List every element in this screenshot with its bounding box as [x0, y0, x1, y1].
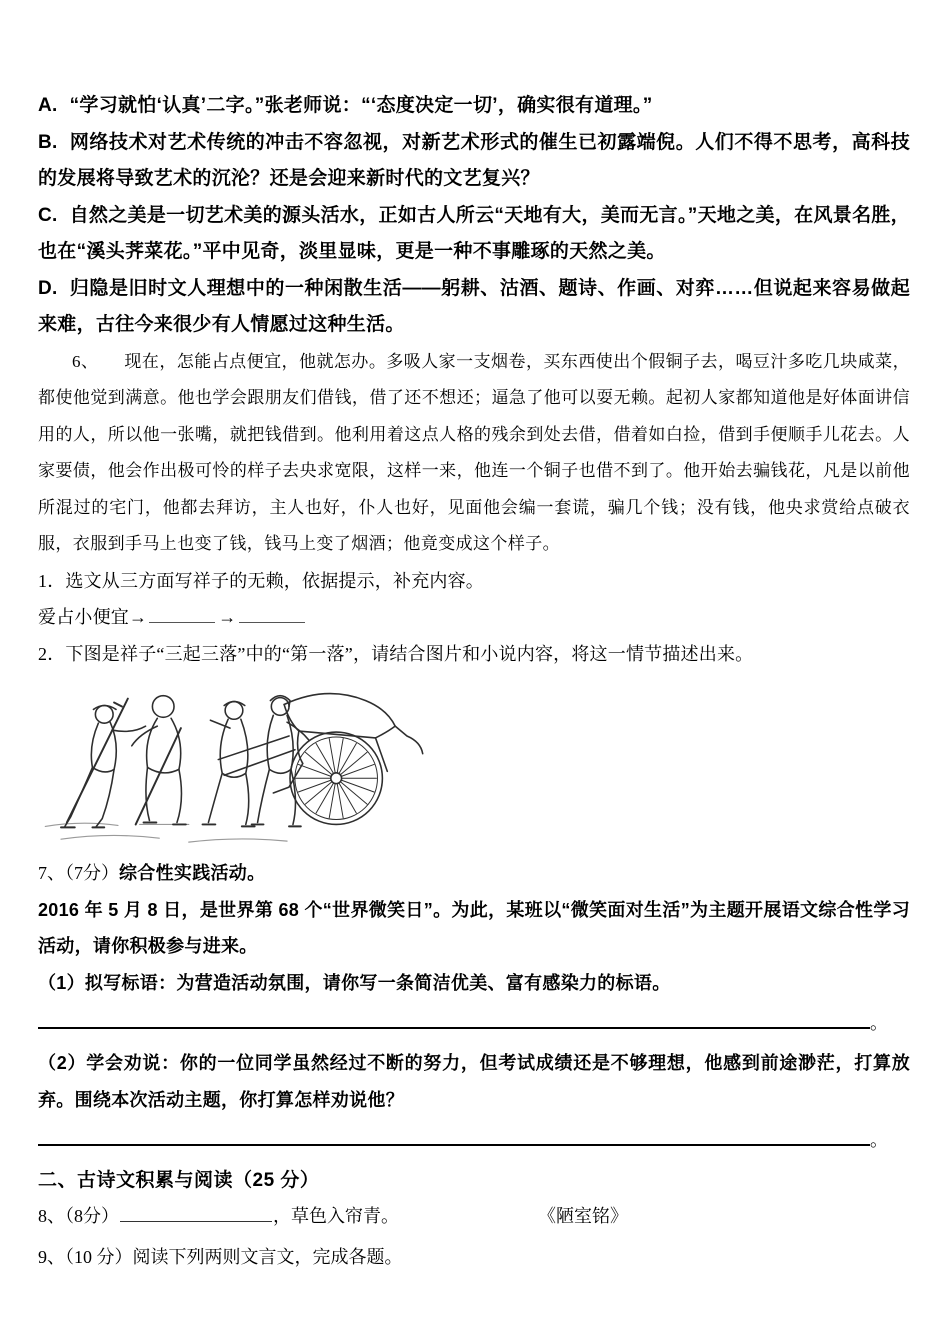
- section2-heading: 二、古诗文积累与阅读（25 分）: [38, 1170, 320, 1191]
- option-c: [38, 198, 910, 271]
- question7-number: 7、（7分）: [38, 863, 119, 883]
- fill-in-chain: [38, 599, 910, 636]
- option-d-label: D.: [38, 277, 58, 299]
- question8: [38, 1198, 910, 1235]
- question6-sub2: 2．下图是祥子“三起三落”中的“第一落”，请结合图片和小说内容，将这一情节描述出来。: [38, 643, 754, 664]
- option-d: [38, 271, 910, 344]
- fill-in-prefix: 爱占小便宜→: [38, 607, 148, 627]
- question7-title: 综合性实践活动。: [119, 863, 266, 883]
- question8-blank: [120, 1202, 272, 1222]
- answer-period-1: 。: [870, 1013, 888, 1033]
- question7-sub2: （2）学会劝说：你的一位同学虽然经过不断的努力，但考试成绩还是不够理想，他感到前途渺茫，打算放弃。围绕本次活动主题，你打算怎样劝说他？: [38, 1053, 910, 1110]
- answer-blank-2: [38, 1125, 870, 1146]
- answer-line-1: [38, 1001, 910, 1045]
- question6-passage: [38, 344, 910, 563]
- question8-verse: ，草色入帘青。: [273, 1206, 399, 1226]
- rickshaw-illustration: [38, 677, 910, 849]
- question8-number: 8、（8分）: [38, 1206, 119, 1226]
- question9: 9、（10 分）阅读下列两则文言文，完成各题。: [38, 1246, 403, 1267]
- option-c-label: C.: [38, 204, 58, 226]
- answer-period-2: 。: [870, 1130, 888, 1150]
- question7-body: 2016 年 5 月 8 日，是世界第 68 个“世界微笑日”。为此，某班以“微笑面对生活”为主题开展语文综合性学习活动，请你积极参与进来。: [38, 899, 910, 956]
- option-a-text: “学习就怕‘认真’二字。”张老师说：“‘态度决定一切’，确实很有道理。”: [69, 95, 653, 116]
- question6-number: 6、: [72, 351, 99, 371]
- option-d-text: 归隐是旧时文人理想中的一种闲散生活——躬耕、沽酒、题诗、作画、对弈……但说起来容易做起来难，古往今来很少有人情愿过这种生活。: [38, 277, 910, 335]
- answer-line-2: [38, 1118, 910, 1162]
- option-c-text: 自然之美是一切艺术美的源头活水，正如古人所云“天地有大，美而无言。”天地之美，在风景名胜，也在“溪头荠菜花。”平中见奇，淡里显味，更是一种不事雕琢的天然之美。: [38, 204, 910, 262]
- fill-blank-1: [149, 603, 215, 623]
- option-b-text: 网络技术对艺术传统的冲击不容忽视，对新艺术形式的催生已初露端倪。人们不得不思考，高科技的发展将导致艺术的沉沦？还是会迎来新时代的文艺复兴？: [38, 131, 910, 189]
- option-b-label: B.: [38, 131, 58, 153]
- answer-blank-1: [38, 1008, 870, 1029]
- option-a: [38, 88, 910, 125]
- question6-sub1: 1．选文从三方面写祥子的无赖，依据提示，补充内容。: [38, 570, 484, 591]
- rickshaw-scene-sketch: [38, 677, 428, 849]
- question8-source: 《陋室铭》: [547, 1206, 628, 1226]
- question7-heading: [38, 855, 910, 892]
- arrow-glyph: →: [218, 607, 237, 627]
- option-a-label: A.: [38, 95, 58, 116]
- question6-text: 现在，怎能占点便宜，他就怎办。多吸人家一支烟卷，买东西使出个假铜子去，喝豆汁多吃几块咸菜，都使他觉到满意。他也学会跟朋友们借钱，借了还不想还；逼急了他可以耍无赖。起初人家都知道他是好体面讲信用的人，所以他一张嘴，就把钱借到。他利用着这点人格的残余到处去借，借着如白捡，借到手便顺手儿花去。人家要债，他会作出极可怜的样子去央求宽限，这样一来，他连一个铜子也借不到了。他开始去骗钱花，凡是以前他所混过的宅门，他都去拜访，主人也好，仆人也好，见面他会编一套谎，骗几个钱；没有钱，他央求赏给点破衣服，衣服到手马上也变了钱，钱马上变了烟酒；他竟变成这个样子。: [38, 351, 910, 553]
- question7-sub1: （1）拟写标语：为营造活动氛围，请你写一条简洁优美、富有感染力的标语。: [38, 972, 671, 993]
- fill-blank-2: [239, 603, 305, 623]
- option-b: [38, 125, 910, 198]
